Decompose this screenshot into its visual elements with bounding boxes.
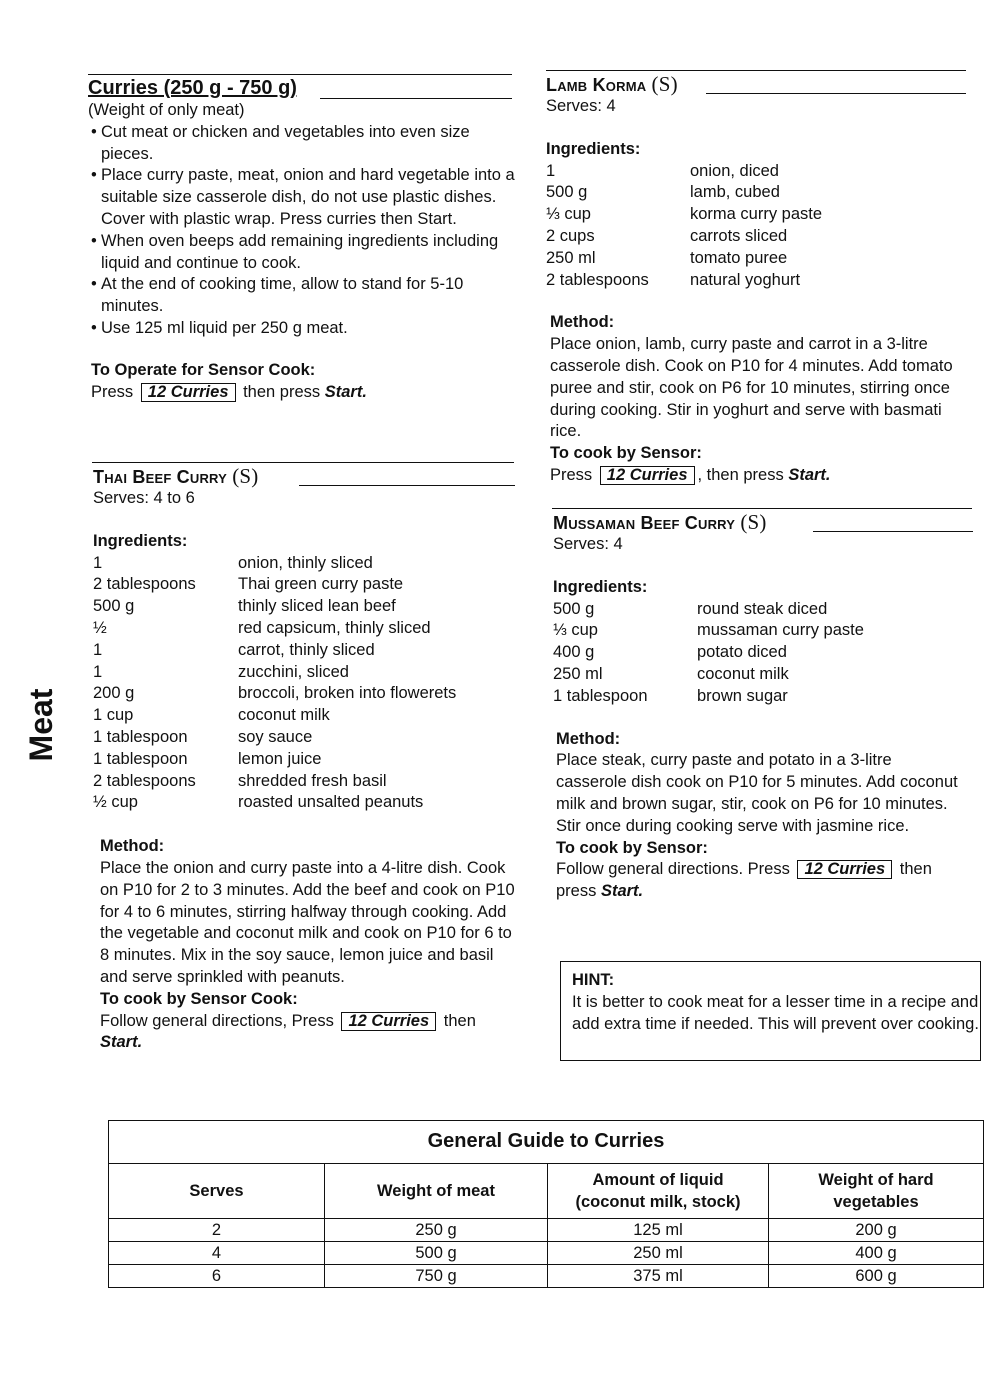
ingredient-row (553, 642, 983, 664)
ingredient-row (546, 182, 976, 204)
table-row (109, 1242, 984, 1265)
divider (706, 93, 966, 94)
ingredients-list (93, 553, 523, 815)
start-key: Start. (600, 882, 644, 901)
ingredient-quantity: 400 g (553, 643, 595, 662)
ingredient-item: potato diced (697, 643, 787, 662)
column-header: Weight of hard vegetables (769, 1164, 984, 1219)
ingredient-row (553, 620, 983, 642)
cell-serves: 6 (109, 1265, 325, 1288)
bullet-item: • Use 125 ml liquid per 250 g meat. (88, 318, 518, 340)
divider (88, 74, 512, 75)
start-key: Start. (100, 1033, 143, 1052)
table-row (109, 1219, 984, 1242)
recipe-title: Thai Beef Curry (S) (93, 464, 259, 488)
ingredient-quantity: 500 g (553, 599, 595, 618)
ingredient-quantity: ½ (93, 618, 107, 637)
sensor-instruction: Follow general directions. Press 12 Curries then press Start. (556, 860, 932, 901)
method-text: Place steak, curry paste and potato in a 3-litre casserole dish cook on P10 for 5 minutes. Add coconut milk and brown sugar, stir, cook on P6 for 10 minutes. Stir once during cooking serve with jasmine rice. (556, 751, 958, 835)
sensor-heading: To cook by Sensor: (550, 444, 702, 463)
ingredient-row (93, 662, 523, 684)
ingredient-row (553, 599, 983, 621)
subtitle: (Weight of only meat) (88, 101, 245, 119)
method-heading: Method: (550, 313, 615, 332)
cell-liquid: 125 ml (548, 1219, 769, 1242)
ingredient-quantity: ⅓ cup (553, 621, 598, 640)
ingredient-row (546, 204, 976, 226)
cell-meat: 500 g (325, 1242, 548, 1265)
ingredient-quantity: 200 g (93, 684, 135, 703)
hint-box (560, 961, 981, 1061)
general-guide-table (108, 1120, 984, 1288)
ingredient-row (93, 705, 523, 727)
table-title: General Guide to Curries (109, 1121, 984, 1164)
start-key: Start. (788, 465, 831, 484)
ingredient-item: roasted unsalted peanuts (238, 793, 424, 812)
ingredient-row (546, 226, 976, 248)
serves: Serves: 4 (546, 97, 616, 115)
ingredient-quantity: 2 tablespoons (546, 270, 649, 289)
ingredient-item: onion, diced (690, 161, 779, 180)
ingredient-item: thinly sliced lean beef (238, 597, 396, 616)
section-tab-meat (22, 690, 62, 760)
ingredient-item: soy sauce (238, 727, 313, 746)
curries-general-section (88, 76, 518, 403)
ingredient-item: red capsicum, thinly sliced (238, 618, 431, 637)
ingredient-item: carrot, thinly sliced (238, 640, 375, 659)
bullet-item: • Cut meat or chicken and vegetables into even size pieces. (88, 122, 518, 166)
ingredient-row (93, 749, 523, 771)
divider (813, 531, 973, 532)
ingredient-item: zucchini, sliced (238, 662, 349, 681)
divider (299, 485, 515, 486)
ingredient-item: korma curry paste (690, 205, 823, 224)
bullet-item: • Place curry paste, meat, onion and hard vegetable into a suitable size casserole dish, do not use plastic dishes. Cover with plastic wrap. Press curries then Start. (88, 165, 517, 230)
section-tab-label: Meat (23, 688, 60, 762)
hint-heading: HINT: (572, 971, 615, 989)
ingredient-row (93, 771, 523, 793)
ingredient-quantity: 2 tablespoons (93, 575, 196, 594)
column-header: Weight of meat (325, 1164, 548, 1219)
method-text: Place onion, lamb, curry paste and carrot in a 3-litre casserole dish. Cook on P10 for 4 minutes. Add tomato puree and stir, cook on P6 for 10 minutes, stirring once during cooking. Stir in yoghurt and serve with basmati rice. (550, 335, 953, 441)
thai-beef-curry-section (93, 465, 523, 1054)
ingredient-row (93, 683, 523, 705)
mussaman-beef-curry-section (553, 511, 983, 903)
ingredient-quantity: 2 cups (546, 226, 595, 245)
ingredient-item: Thai green curry paste (238, 575, 404, 594)
ingredient-quantity: 2 tablespoons (93, 771, 196, 790)
ingredient-quantity: 250 ml (553, 664, 603, 683)
ingredient-row (553, 686, 983, 708)
sensor-mark: (S) (651, 72, 678, 96)
divider (320, 98, 512, 99)
ingredient-quantity: ⅓ cup (546, 205, 591, 224)
cell-meat: 750 g (325, 1265, 548, 1288)
method-heading: Method: (100, 837, 165, 856)
ingredient-row (93, 727, 523, 749)
ingredient-item: broccoli, broken into flowerets (238, 684, 457, 703)
ingredient-item: onion, thinly sliced (238, 553, 373, 572)
divider (546, 70, 966, 71)
serves: Serves: 4 (553, 535, 623, 553)
recipe-title: Lamb Korma (S) (546, 72, 678, 96)
cell-meat: 250 g (325, 1219, 548, 1242)
cell-vegetables: 400 g (769, 1242, 984, 1265)
ingredient-quantity: 500 g (546, 183, 588, 202)
ingredient-row (93, 618, 523, 640)
sensor-instruction: Press 12 Curries , then press Start. (550, 465, 831, 484)
ingredient-row (93, 596, 523, 618)
sensor-instruction: Follow general directions, Press 12 Curries then Start. (100, 1011, 476, 1052)
ingredient-item: coconut milk (697, 664, 789, 683)
ingredient-item: lemon juice (238, 749, 322, 768)
ingredient-row (93, 553, 523, 575)
method-text: Place the onion and curry paste into a 4-litre dish. Cook on P10 for 2 to 3 minutes. Add the beef and cook on P10 for 4 to 6 minutes, stirring halfway through cooking. Add the vegetable and coconut milk and cook on P10 for 6 to 8 minutes. Mix in the soy sauce, lemon juice and basil and serve sprinkled with peanuts. (100, 858, 515, 986)
ingredient-quantity: 1 (93, 662, 103, 681)
ingredient-row (546, 270, 976, 292)
ingredient-quantity: 1 (93, 553, 103, 572)
start-key: Start. (324, 382, 367, 401)
operate-heading: To Operate for Sensor Cook: (91, 360, 316, 379)
ingredient-item: shredded fresh basil (238, 771, 387, 790)
sensor-heading: To cook by Sensor: (556, 838, 708, 857)
curries-key-button[interactable]: 12 Curries (141, 383, 236, 402)
ingredients-heading: Ingredients: (546, 139, 641, 158)
section-title: Curries (250 g - 750 g) (88, 77, 297, 99)
ingredient-quantity: 250 ml (546, 248, 596, 267)
ingredient-quantity: 1 tablespoon (93, 749, 188, 768)
curries-key-button[interactable]: 12 Curries (797, 860, 892, 879)
ingredient-item: brown sugar (697, 686, 788, 705)
sensor-heading: To cook by Sensor Cook: (100, 989, 298, 1008)
ingredient-item: coconut milk (238, 706, 330, 725)
curries-key-button[interactable]: 12 Curries (341, 1012, 436, 1031)
ingredient-item: mussaman curry paste (697, 621, 864, 640)
curries-key-button[interactable]: 12 Curries (600, 466, 695, 485)
ingredient-quantity: 1 (546, 161, 556, 180)
column-header: Amount of liquid (coconut milk, stock) (548, 1164, 769, 1219)
ingredient-item: natural yoghurt (690, 270, 801, 289)
ingredient-row (93, 574, 523, 596)
cell-vegetables: 200 g (769, 1219, 984, 1242)
ingredient-quantity: 1 tablespoon (553, 686, 648, 705)
ingredients-heading: Ingredients: (553, 577, 648, 596)
ingredient-row (546, 161, 976, 183)
cell-liquid: 250 ml (548, 1242, 769, 1265)
operate-instruction: Press 12 Curries then press Start. (91, 382, 367, 401)
ingredient-quantity: 1 tablespoon (93, 727, 188, 746)
ingredient-item: tomato puree (690, 248, 788, 267)
sensor-mark: (S) (740, 510, 767, 534)
sensor-mark: (S) (232, 464, 259, 488)
ingredient-quantity: 500 g (93, 597, 135, 616)
bullet-item: • At the end of cooking time, allow to stand for 5-10 minutes. (88, 274, 517, 318)
lamb-korma-section (546, 73, 976, 487)
ingredient-quantity: 1 (93, 640, 103, 659)
ingredients-heading: Ingredients: (93, 531, 188, 550)
ingredient-item: round steak diced (697, 599, 828, 618)
cell-vegetables: 600 g (769, 1265, 984, 1288)
cell-serves: 4 (109, 1242, 325, 1265)
ingredient-row (546, 248, 976, 270)
ingredient-quantity: 1 cup (93, 706, 134, 725)
hint-text: It is better to cook meat for a lesser time in a recipe and add extra time if needed. This will prevent over cooking. (572, 992, 979, 1033)
recipe-title: Mussaman Beef Curry (S) (553, 510, 767, 534)
ingredients-list (553, 599, 983, 708)
ingredient-item: lamb, cubed (690, 183, 780, 202)
divider (552, 508, 972, 509)
ingredient-item: carrots sliced (690, 226, 788, 245)
cell-serves: 2 (109, 1219, 325, 1242)
bullet-item: • When oven beeps add remaining ingredients including liquid and continue to cook. (88, 231, 501, 275)
ingredients-list (546, 161, 976, 292)
column-header: Serves (109, 1164, 325, 1219)
divider (92, 462, 514, 463)
ingredient-quantity: ½ cup (93, 793, 138, 812)
ingredient-row (93, 640, 523, 662)
method-heading: Method: (556, 729, 621, 748)
table-row (109, 1265, 984, 1288)
ingredient-row (553, 664, 983, 686)
serves: Serves: 4 to 6 (93, 489, 195, 507)
cell-liquid: 375 ml (548, 1265, 769, 1288)
ingredient-row (93, 792, 523, 814)
